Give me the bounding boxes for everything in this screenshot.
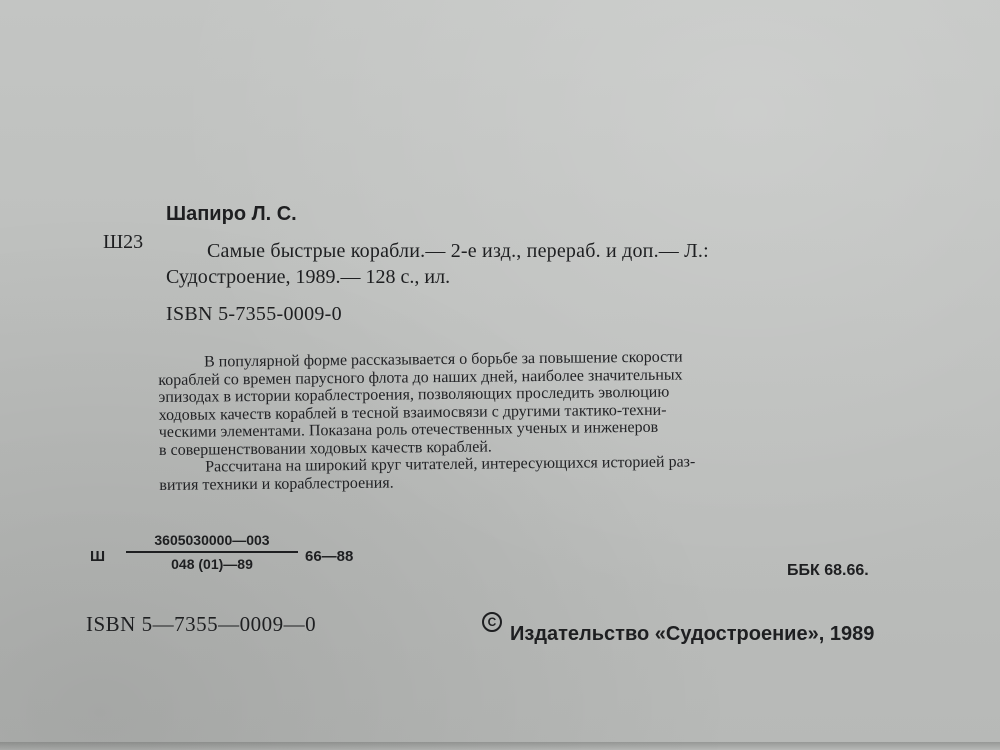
classification-suffix: 66—88 [305,548,354,565]
abstract-line: В популярной форме рассказывается о борьбе за повышение скорости [203,348,683,371]
publication-line: Судостроение, 1989.— 128 с., ил. [166,266,451,288]
abstract-line: кораблей со времен парусного флота до наших дней, наиболее значительных [158,366,683,389]
abstract-line: ходовых качеств кораблей в тесной взаимосвязи с другими тактико-техни- [158,401,667,424]
page-edge-shadow [0,742,1000,750]
fraction-denominator: 048 (01)—89 [171,555,253,572]
abstract-block [158,346,899,494]
abstract-line: эпизодах в истории кораблестроения, позволяющих проследить эволюцию [158,383,670,406]
catalog-code: Ш23 [103,231,144,253]
abstract-line: в совершенствовании ходовых качеств кораблей. [158,438,492,459]
abstract-line: вития техники и кораблестроения. [159,474,394,494]
classification-letter: Ш [90,548,106,565]
classification-fraction [126,532,298,572]
abstract-line: Рассчитана на широкий круг читателей, интересующихся историей раз- [205,453,696,476]
isbn-top: ISBN 5-7355-0009-0 [166,303,342,325]
fraction-numerator: 3605030000—003 [154,532,270,548]
publisher-line: Издательство «Судостроение», 1989 [510,623,875,645]
author-name: Шапиро Л. С. [166,203,297,225]
bbk-code: ББК 68.66. [787,562,869,579]
book-title-line: Самые быстрые корабли.— 2-е изд., перераб. и доп.— Л.: [207,240,709,262]
abstract-line: ческими элементами. Показана роль отечественных ученых и инженеров [158,418,659,441]
isbn-bottom: ISBN 5—7355—0009—0 [86,612,317,636]
copyright-icon: C [482,612,502,632]
